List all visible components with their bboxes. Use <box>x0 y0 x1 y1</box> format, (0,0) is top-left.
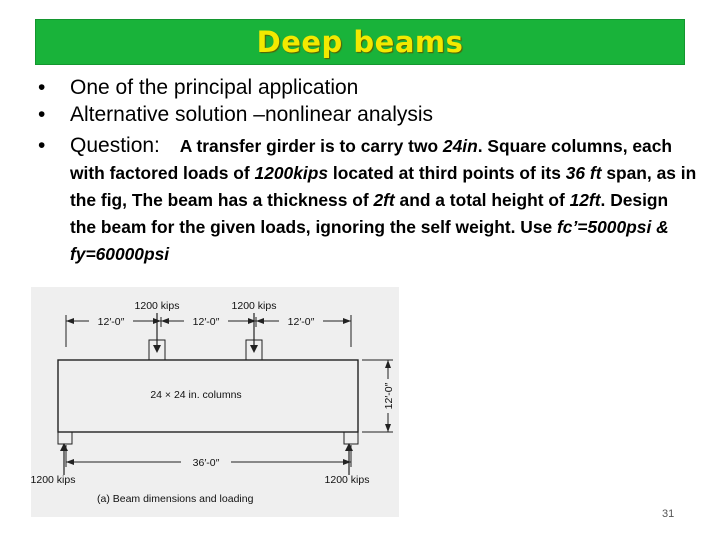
question-run: and a total height of <box>394 190 570 210</box>
slide-title: Deep beams <box>256 25 464 59</box>
question-bullet <box>18 132 698 267</box>
bullet-text: One of the principal application <box>70 76 359 99</box>
figure-caption: (a) Beam dimensions and loading <box>97 493 254 505</box>
question-emphasis: 36 ft <box>565 163 602 183</box>
bullet-dot-icon: • <box>38 103 46 126</box>
height-label: 12′-0″ <box>383 382 395 410</box>
load-left-label: 1200 kips <box>134 300 180 312</box>
reaction-left-label: 1200 kips <box>31 474 76 486</box>
question-emphasis: 24in <box>442 136 478 156</box>
bullet-item <box>18 74 698 101</box>
right-support <box>344 432 358 444</box>
question-emphasis: 2ft <box>373 190 395 210</box>
beam-diagram <box>31 287 399 517</box>
bullet-dot-icon: • <box>38 76 46 99</box>
question-text <box>70 136 696 264</box>
dim-mid-label: 12′-0″ <box>192 316 220 328</box>
columns-label: 24 × 24 in. columns <box>150 389 242 401</box>
page-number: 31 <box>662 508 675 520</box>
dim-left-label: 12′-0″ <box>97 316 125 328</box>
span-label: 36′-0″ <box>192 457 220 469</box>
question-run: A transfer girder is to carry two <box>179 136 443 156</box>
left-column-load <box>149 313 165 360</box>
question-emphasis: 1200kips <box>254 163 329 183</box>
right-reaction <box>345 443 353 475</box>
dim-right-label: 12′-0″ <box>287 316 315 328</box>
question-run: span, as in the fig, The beam has a thickness of <box>70 163 697 210</box>
title-bar <box>35 19 685 65</box>
left-support <box>58 432 72 444</box>
bullet-dot-icon: • <box>38 134 46 157</box>
bullet-list <box>18 74 698 267</box>
bullet-item <box>18 101 698 128</box>
left-reaction <box>60 443 68 475</box>
question-run: . Design the beam for the given loads, ignoring the self weight. Use <box>70 190 669 237</box>
question-emphasis: 12ft <box>569 190 601 210</box>
reaction-right-label: 1200 kips <box>324 474 370 486</box>
bullet-text: Alternative solution –nonlinear analysis <box>70 103 434 126</box>
load-right-label: 1200 kips <box>231 300 277 312</box>
beam-figure <box>31 287 399 517</box>
question-run: . Square columns, each with factored loads of <box>70 136 672 183</box>
question-emphasis: fc’=5000psi <box>557 217 652 237</box>
question-run: located at third points of its <box>328 163 566 183</box>
question-label: Question: <box>70 134 160 157</box>
question-emphasis: & fy=60000psi <box>70 217 669 264</box>
